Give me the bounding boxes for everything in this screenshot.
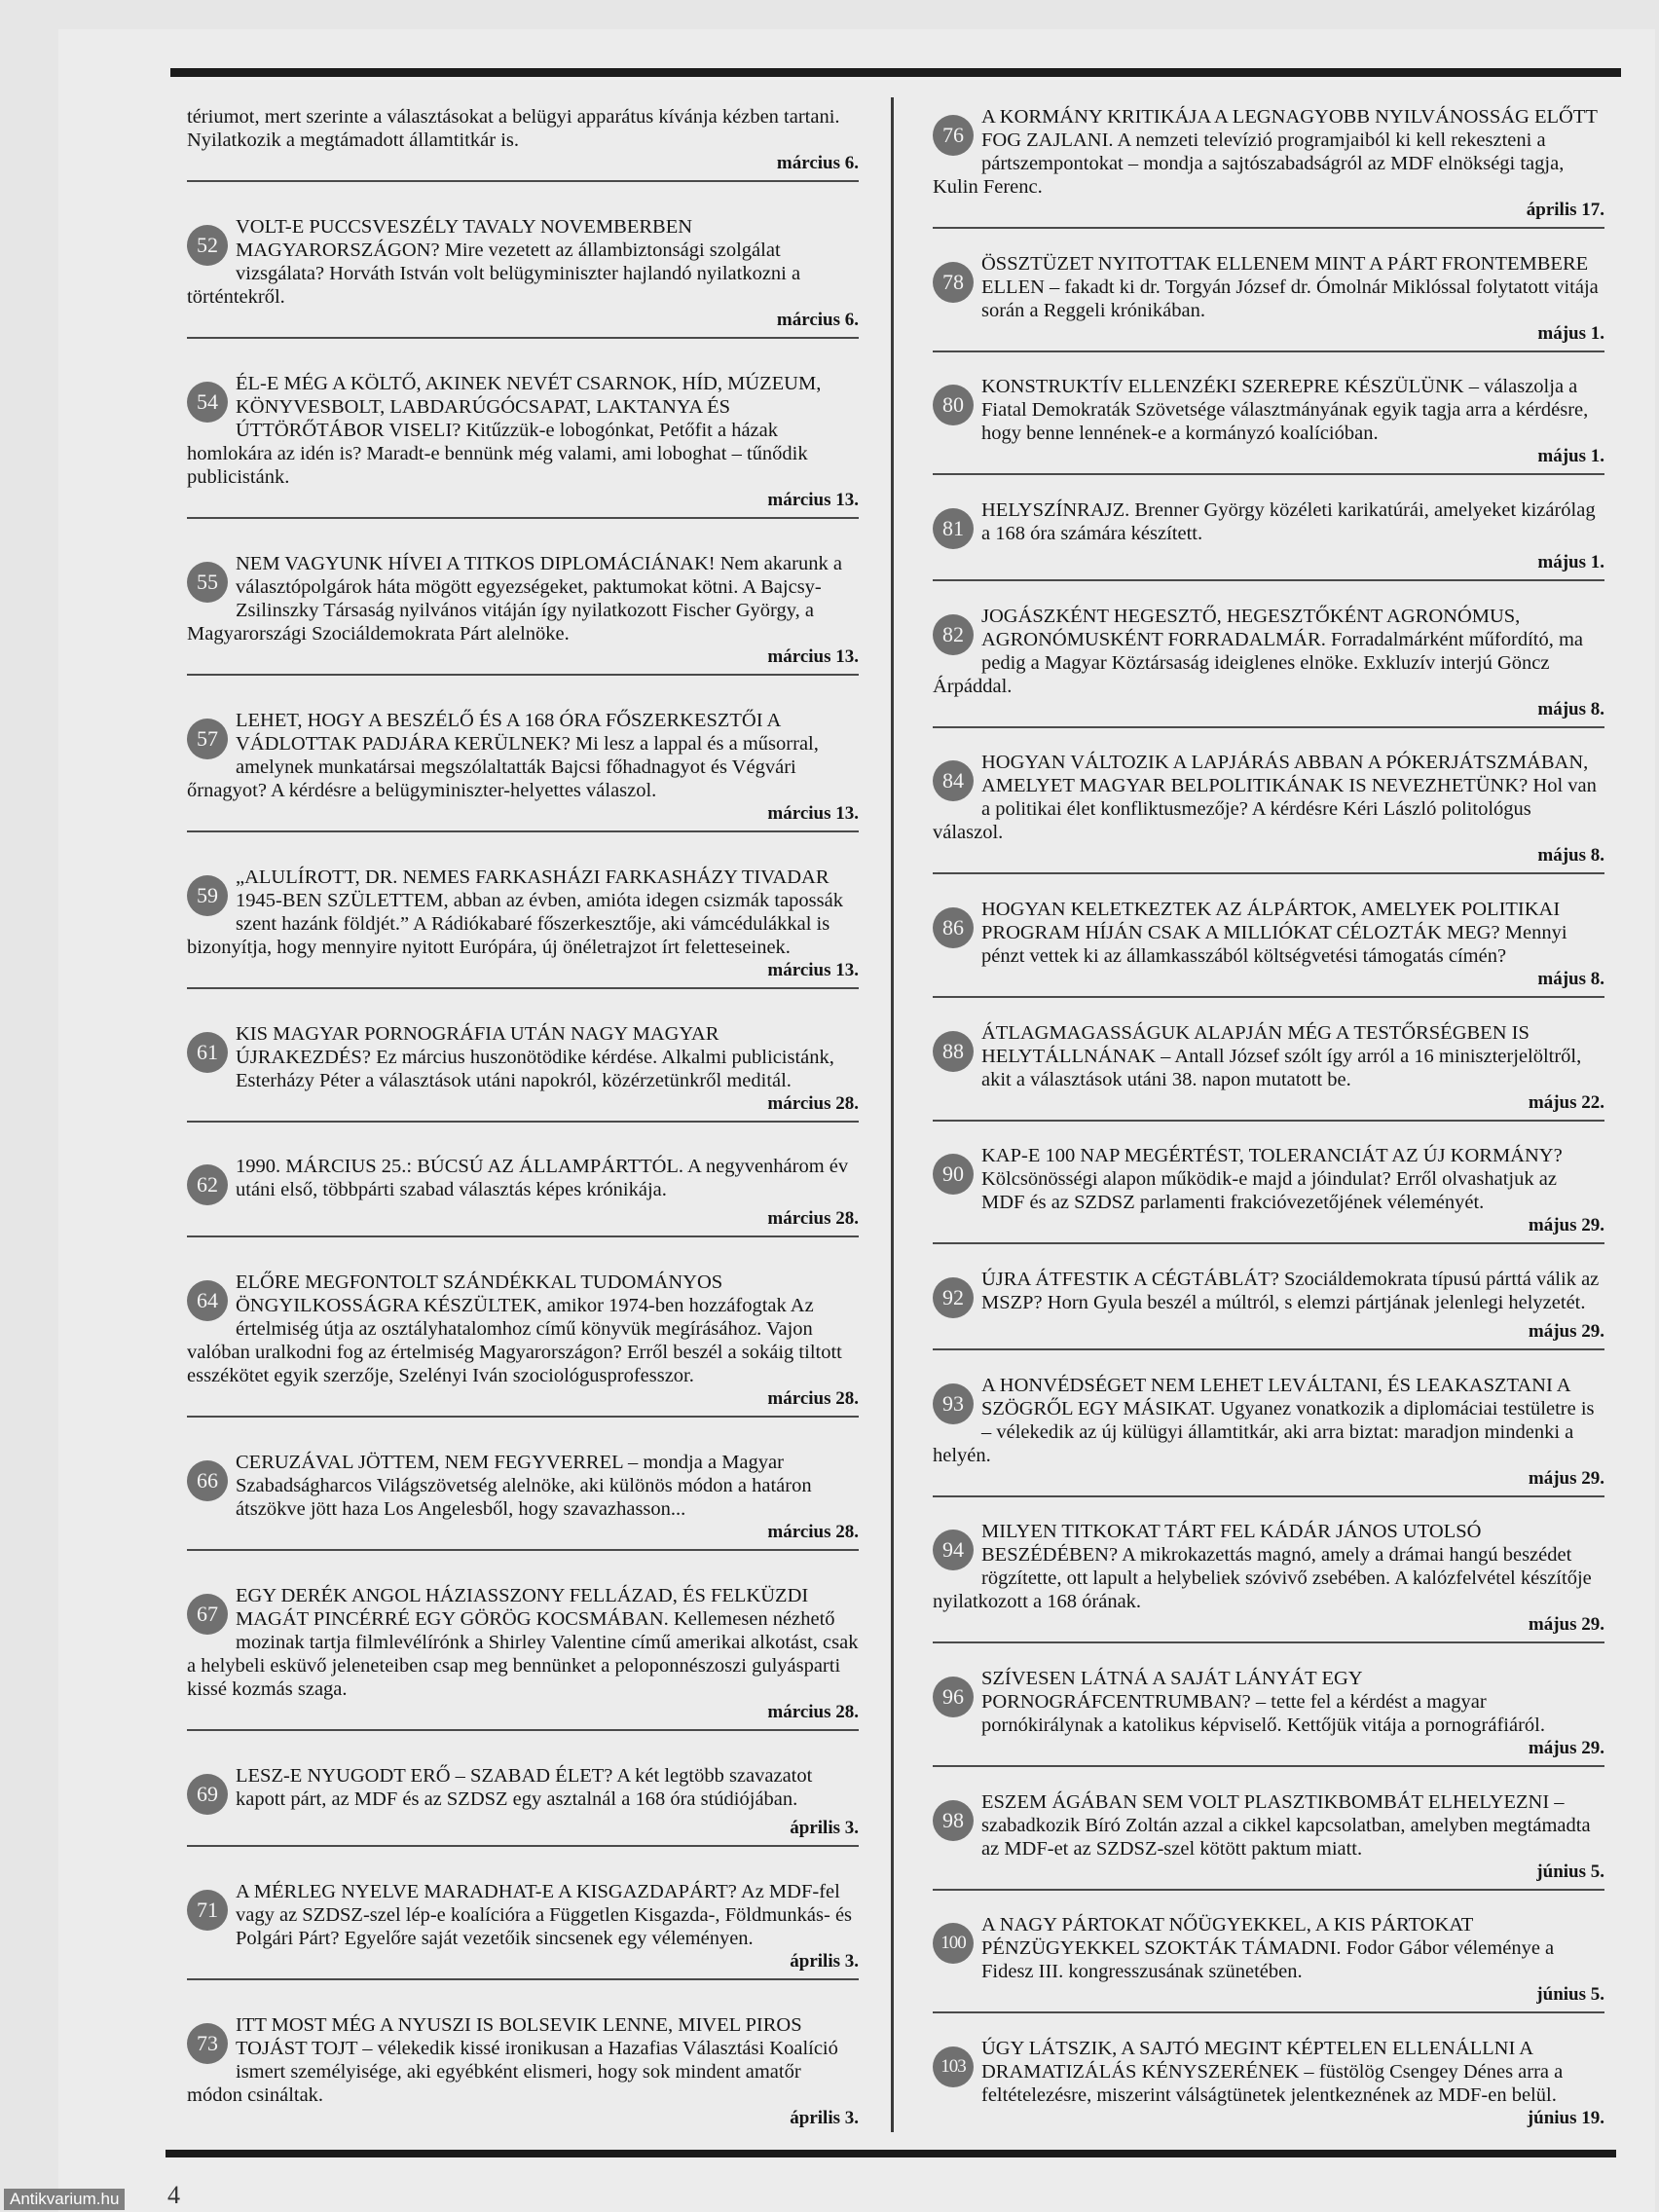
entry-headline: ÚJRA ÁTFESTIK A CÉGTÁBLÁT? [981, 1268, 1279, 1290]
index-entry [187, 1451, 859, 1551]
page-number-badge: 69 [187, 1774, 228, 1815]
page-number-badge: 52 [187, 225, 228, 266]
entry-headline: LESZ-E NYUGODT ERŐ – SZABAD ÉLET? [236, 1765, 613, 1788]
page-number-badge: 103 [933, 2046, 974, 2087]
entry-date: március 13. [767, 645, 859, 667]
page-number-badge: 57 [187, 719, 228, 759]
entry-text: abban az évben, amióta idegen csizmák tapossák szent hazánk földjét.” A Rádiókabaré főszerkesztője, aki vámcédulákkal is bizonyítja, hogy mennyire nyitott Európára, új önéletrajzot írt feletteseinek. [187, 889, 843, 958]
index-entry [933, 498, 1604, 581]
entry-date: május 8. [1537, 968, 1604, 989]
entry-date: március 28. [767, 1388, 859, 1410]
entry-text: – füstölög Csengey Dénes arra a feltételezésre, miszerint válságtünetek jelentkeznének az MDF-en belül. [981, 2060, 1564, 2106]
bottom-rule [166, 2150, 1616, 2157]
index-entry [187, 215, 859, 339]
page-number-badge: 84 [933, 760, 974, 801]
page-number: 4 [167, 2181, 180, 2209]
index-entry [933, 1268, 1604, 1350]
entry-headline: HELYSZÍNRAJZ. [981, 498, 1130, 521]
page-number-badge: 78 [933, 262, 974, 303]
entry-headline: HOGYAN VÁLTOZIK A LAPJÁRÁS ABBAN A PÓKERJÁTSZMÁBAN, AMELYET MAGYAR BELPOLITIKÁNAK IS NEVEZHETÜNK? [981, 752, 1589, 797]
page-number-badge: 66 [187, 1460, 228, 1501]
index-entry [933, 1144, 1604, 1244]
page-number-badge: 82 [933, 614, 974, 655]
entry-date: március 13. [767, 489, 859, 510]
entry-headline: JOGÁSZKÉNT HEGESZTŐ, HEGESZTŐKÉNT AGRONÓMUS, AGRONÓMUSKÉNT FORRADALMÁR. [981, 605, 1521, 650]
entry-date: május 1. [1537, 446, 1604, 467]
entry-text: Ugyanez vonatkozik a diplomáciai testületre is – vélekedik az új külügyi államtitkár, aki arra biztat: maradjon mindenki a helyén. [933, 1397, 1595, 1466]
entry-headline: LEHET, HOGY A BESZÉLŐ ÉS A 168 ÓRA FŐSZERKESZTŐI A VÁDLOTTAK PADJÁRA KERÜLNEK? [236, 709, 781, 755]
page-number-badge: 71 [187, 1890, 228, 1931]
page-number-badge: 80 [933, 385, 974, 425]
entry-text: Fodor Gábor véleménye a Fidesz III. kongresszusának szünetében. [981, 1937, 1555, 1983]
index-entry [187, 1155, 859, 1237]
top-rule [170, 68, 1621, 77]
right-column [933, 105, 1604, 2135]
index-entry [187, 866, 859, 989]
index-entry [187, 105, 859, 182]
entry-date: május 29. [1528, 1737, 1604, 1758]
entry-text: – válaszolja a Fiatal Demokraták Szövetsége választmányának egyik tagja arra a kérdésre, hogy benne lennének-e a kormányzó koalícióban. [981, 376, 1589, 445]
page-number-badge: 64 [187, 1280, 228, 1321]
entry-date: május 1. [1537, 322, 1604, 344]
entry-date: május 22. [1528, 1091, 1604, 1113]
page-number-badge: 81 [933, 508, 974, 549]
entry-date: március 28. [767, 1208, 859, 1230]
index-entry [933, 2037, 1604, 2135]
entry-headline: ÉL-E MÉG A KÖLTŐ, AKINEK NEVÉT CSARNOK, HÍD, MÚZEUM, KÖNYVESBOLT, LABDARÚGÓCSAPAT, LAKTANYA ÉS ÚTTÖRŐTÁBOR VISELI? [236, 372, 822, 441]
entry-text: Szociáldemokrata típusú párttá válik az MSZP? Horn Gyula beszél a múltról, s elemzi pártjának jelenlegi helyzetét. [981, 1268, 1600, 1313]
entry-date: május 8. [1537, 845, 1604, 866]
entry-date: május 29. [1528, 1614, 1604, 1636]
index-entry [933, 751, 1604, 874]
index-entry [933, 375, 1604, 475]
page-number-badge: 100 [933, 1923, 974, 1964]
entry-headline: A MÉRLEG NYELVE MARADHAT-E A KISGAZDAPÁRT? [236, 1881, 737, 1903]
entry-headline: KAP-E 100 NAP MEGÉRTÉST, TOLERANCIÁT AZ ÚJ KORMÁNY? [981, 1145, 1563, 1167]
entry-headline: HOGYAN KELETKEZTEK AZ ÁLPÁRTOK, AMELYEK POLITIKAI PROGRAM HÍJÁN CSAK A MILLIÓKAT CÉLOZTÁK MEG? [981, 898, 1561, 943]
entry-date: március 28. [767, 1522, 859, 1543]
page-number-badge: 67 [187, 1594, 228, 1635]
entry-date: május 1. [1537, 551, 1604, 572]
page-number-badge: 92 [933, 1277, 974, 1318]
page-number-badge: 76 [933, 115, 974, 156]
entry-headline: ELŐRE MEGFONTOLT SZÁNDÉKKAL TUDOMÁNYOS ÖNGYILKOSSÁGRA KÉSZÜLTEK, [236, 1272, 723, 1317]
entry-text: A két legtöbb szavazatot kapott párt, az MDF és az SZDSZ egy asztalnál a 168 óra stúdiójában. [236, 1765, 813, 1811]
index-entry [187, 1880, 859, 1980]
entry-date: május 8. [1537, 698, 1604, 719]
page-number-badge: 62 [187, 1164, 228, 1205]
entry-headline: MILYEN TITKOKAT TÁRT FEL KÁDÁR JÁNOS UTOLSÓ BESZÉDÉBEN? [981, 1521, 1482, 1567]
index-entry [933, 1790, 1604, 1891]
entry-text: amikor 1974-ben hozzáfogtak Az értelmiség útja az osztályhatalomhoz című könyvük megírásához. Vajon valóban uralkodni fog az értelmiség Magyarországon? Erről beszél a sokáig tiltott esszékötet egyik szerzője, Szelényi Iván szociológusprofesszor. [187, 1295, 842, 1387]
index-entry [187, 372, 859, 519]
entry-date: június 5. [1536, 1984, 1604, 2006]
entry-headline: ÁTLAGMAGASSÁGUK ALAPJÁN MÉG A TESTŐRSÉGBEN IS HELYTÁLLNÁNAK [981, 1021, 1530, 1067]
entry-text: Mire vezetett az állambiztonsági szolgálat vizsgálata? Horváth István volt belügyminiszter hajlandó nyilatkozni a történtekről. [187, 239, 801, 308]
entry-date: március 28. [767, 1092, 859, 1114]
entry-date: május 29. [1528, 1215, 1604, 1236]
entry-text: Mi lesz a lappal és a műsorral, amelynek munkatársai megszólaltatták Bajcsi főhadnagyot és Végvári őrnagyot? A kérdésre a belügyminiszter-helyettes válaszol. [187, 732, 819, 801]
entry-text: tériumot, mert szerinte a választásokat a belügyi apparátus kívánja kézben tartani. Nyilatkozik a megtámadott államtitkár is. [187, 106, 840, 151]
page-number-badge: 86 [933, 907, 974, 948]
watermark: Antikvarium.hu [4, 2189, 125, 2210]
entry-headline: A NAGY PÁRTOKAT NŐÜGYEKKEL, A KIS PÁRTOKAT PÉNZÜGYEKKEL SZOKTÁK TÁMADNI. [981, 1914, 1473, 1960]
index-entry [187, 1022, 859, 1123]
entry-headline: VOLT-E PUCCSVESZÉLY TAVALY NOVEMBERBEN MAGYARORSZÁGON? [236, 215, 693, 261]
entry-headline: „ALULÍROTT, DR. NEMES FARKASHÁZI FARKASHÁZY TIVADAR 1945-BEN SZÜLETTEM, [236, 866, 830, 911]
entry-headline: ÚGY LÁTSZIK, A SAJTÓ MEGINT KÉPTELEN ELLENÁLLNI A DRAMATIZÁLÁS KÉNYSZERÉNEK [981, 2037, 1532, 2083]
entry-text: – fakadt ki dr. Torgyán József dr. Ómolnár Miklóssal folytatott vitája során a Reggeli krónikában. [981, 276, 1599, 321]
entry-text: A negyvenhárom év utáni első, többpárti szabad választás képes krónikája. [236, 1156, 849, 1201]
page-number-badge: 55 [187, 562, 228, 603]
entry-date: március 6. [776, 153, 859, 173]
entry-text: – tette fel a kérdést a magyar pornókirálynak a katolikus képviselő. Kettőjük vitája a pornográfiáról. [981, 1690, 1545, 1736]
entry-date: május 29. [1528, 1320, 1604, 1342]
index-entry [933, 1667, 1604, 1767]
page-number-badge: 88 [933, 1031, 974, 1072]
page-number-badge: 96 [933, 1677, 974, 1717]
page-number-badge: 61 [187, 1032, 228, 1073]
page-number-badge: 54 [187, 382, 228, 423]
entry-text: Az MDF-fel vagy az SZDSZ-szel lép-e koalícióra a Független Kisgazda-, Földmunkás- és Polgári Párt? Egyelőre saját vezetőik sincsenek egy véleményen. [236, 1881, 853, 1950]
index-entry [187, 2013, 859, 2135]
entry-headline: A HONVÉDSÉGET NEM LEHET LEVÁLTANI, ÉS LEAKASZTANI A SZÖGRŐL EGY MÁSIKAT. [981, 1374, 1570, 1419]
entry-date: április 17. [1526, 200, 1604, 220]
index-entry [187, 1271, 859, 1418]
entry-text: Brenner György közéleti karikatúrái, amelyeket kizárólag a 168 óra számára készített. [981, 498, 1596, 544]
entry-headline: ITT MOST MÉG A NYUSZI IS BOLSEVIK LENNE, MIVEL PIROS TOJÁST TOJT [236, 2013, 802, 2059]
page-number-badge: 73 [187, 2023, 228, 2064]
index-entry [933, 1021, 1604, 1122]
column-divider [891, 97, 894, 2132]
entry-text: – vélekedik kissé ironikusan a Hazafias Választási Koalíció ismert személyisége, aki egyébként elismeri, hogy sok mindent amatőr módon csináltak. [187, 2037, 838, 2106]
index-entry [187, 1764, 859, 1847]
index-entry [933, 1520, 1604, 1643]
index-entry [933, 1374, 1604, 1497]
entry-text: A nemzeti televízió programjaiból ki kell rekeszteni a pártszempontokat – mondja a sajtószabadságról az MDF elnökségi tagja, Kulin Ferenc. [933, 129, 1565, 198]
entry-date: március 28. [767, 1702, 859, 1723]
page-number-badge: 93 [933, 1383, 974, 1424]
entry-text: Hol van a politikai élet konfliktusmezője? A kérdésre Kéri László politológus válaszol. [933, 775, 1597, 844]
index-entry [187, 552, 859, 676]
entry-headline: A KORMÁNY KRITIKÁJA A LEGNAGYOBB NYILVÁNOSSÁG ELŐTT FOG ZAJLANI. [981, 106, 1598, 151]
entry-headline: KONSTRUKTÍV ELLENZÉKI SZEREPRE KÉSZÜLÜNK [981, 376, 1464, 398]
entry-text: Forradalmárként műfordító, ma pedig a Magyar Köztársaság ideiglenes elnöke. Exkluzív interjú Göncz Árpáddal. [933, 628, 1584, 697]
entry-headline: KIS MAGYAR PORNOGRÁFIA UTÁN NAGY MAGYAR ÚJRAKEZDÉS? [236, 1022, 719, 1068]
entry-text: – Antall József szólt így arról a 16 miniszterjelöltről, akit a választások utáni 38. napon mutatott be. [981, 1045, 1582, 1090]
entry-text: – szabadkozik Bíró Zoltán azzal a cikkel kapcsolatban, amelyben megtámadta az MDF-et az SZDSZ-szel kötött paktum miatt. [981, 1790, 1591, 1860]
entry-text: Kitűzzük-e lobogónkat, Petőfit a házak homlokára az idén is? Maradt-e bennünk még valami, ami loboghat – tűnődik publicistánk. [187, 419, 808, 488]
index-entry [187, 709, 859, 832]
page-number-badge: 94 [933, 1530, 974, 1570]
index-entry [933, 1913, 1604, 2013]
page-number-badge: 90 [933, 1154, 974, 1195]
entry-headline: NEM VAGYUNK HÍVEI A TITKOS DIPLOMÁCIÁNAK! [236, 552, 716, 574]
entry-date: június 5. [1536, 1861, 1604, 1882]
entry-text: A mikrokazettás magnó, amely a drámai hangú beszédet rögzítette, ott lapult a helybeliek szóvivő zsebében. A kalózfelvétel készítője nyilatkozott a 168 órának. [933, 1544, 1592, 1613]
entry-headline: ÖSSZTÜZET NYITOTTAK ELLENEM MINT A PÁRT FRONTEMBERE ELLEN [981, 252, 1589, 298]
entry-date: március 13. [767, 959, 859, 980]
index-entry [187, 1584, 859, 1731]
entry-date: május 29. [1528, 1467, 1604, 1489]
index-entry [933, 898, 1604, 998]
entry-date: március 6. [776, 309, 859, 330]
entry-text: Kellemesen nézhető mozinak tartja filmlevélírónk a Shirley Valentine című amerikai alkotást, csak a helybeli esküvő jeleneteiben csap meg bennünket a peloponnészoszi gulyásparti kissé kozmás szaga. [187, 1608, 859, 1701]
entry-text: Nem akarunk a választópolgárok háta mögött egyezségeket, paktumokat kötni. A Bajcsy-Zsilinszky Társaság nyilvános vitáján így nyilatkozott Fischer György, a Magyarországi Szociáldemokrata Párt alelnöke. [187, 552, 842, 645]
page-number-badge: 98 [933, 1800, 974, 1841]
entry-headline: CERUZÁVAL JÖTTEM, NEM FEGYVERREL [236, 1452, 623, 1474]
entry-headline: SZÍVESEN LÁTNÁ A SAJÁT LÁNYÁT EGY PORNOGRÁFCENTRUMBAN? [981, 1667, 1362, 1713]
entry-text: Ez március huszonötödike kérdése. Alkalmi publicistánk, Esterházy Péter a választások utáni napokról, közérzetünkről meditál. [236, 1046, 834, 1091]
entry-headline: EGY DERÉK ANGOL HÁZIASSZONY FELLÁZAD, ÉS FELKÜZDI MAGÁT PINCÉRRÉ EGY GÖRÖG KOCSMÁBAN. [236, 1585, 809, 1631]
index-entry [933, 605, 1604, 728]
index-entry [933, 105, 1604, 229]
entry-date: június 19. [1527, 2107, 1604, 2128]
entry-headline: ESZEM ÁGÁBAN SEM VOLT PLASZTIKBOMBÁT ELHELYEZNI [981, 1790, 1550, 1813]
entry-date: április 3. [790, 2107, 859, 2128]
entry-text: Mennyi pénzt vettek ki az államkasszából költségvetési támogatás címén? [981, 921, 1567, 967]
entry-text: – mondja a Magyar Szabadságharcos Világszövetség alelnöke, aki különös módon a határon átszökve jött haza Los Angelesből, hogy szavazhasson... [236, 1452, 812, 1521]
left-column [187, 105, 859, 2135]
entry-text: Kölcsönösségi alapon működik-e majd a jóindulat? Erről olvashatjuk az MDF és az SZDSZ parlamenti frakcióvezetőjének véleményét. [981, 1168, 1557, 1214]
entry-date: április 3. [790, 1818, 859, 1839]
entry-headline: 1990. MÁRCIUS 25.: BÚCSÚ AZ ÁLLAMPÁRTTÓL. [236, 1156, 684, 1178]
index-entry [933, 252, 1604, 352]
page-number-badge: 59 [187, 875, 228, 916]
entry-date: március 13. [767, 802, 859, 824]
entry-date: április 3. [790, 1951, 859, 1972]
